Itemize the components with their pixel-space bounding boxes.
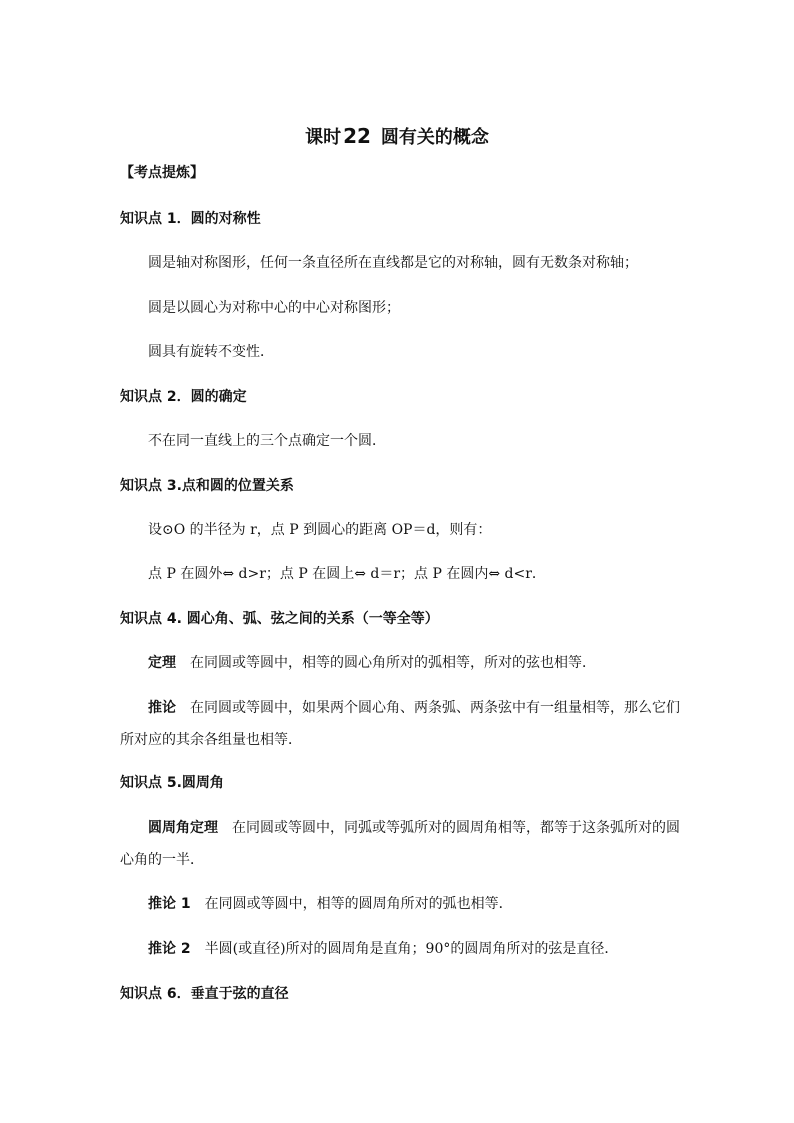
k1-line-2: 圆是以圆心为对称中心的中心对称图形； <box>148 300 400 316</box>
k5-theorem-cont: 心角的一半． <box>120 852 204 868</box>
k4-theorem-label: 定理 <box>148 655 176 671</box>
title-prefix: 课时 <box>305 127 342 148</box>
k4-corollary-label: 推论 <box>148 700 176 716</box>
k5-c1-label: 推论 1 <box>148 896 191 912</box>
title-number: 22 <box>343 124 371 148</box>
k1-line-1: 圆是轴对称图形，任何一条直径所在直线都是它的对称轴，圆有无数条对称轴； <box>148 255 638 271</box>
k5-c1-text: 在同圆或等圆中，相等的圆周角所对的弧也相等． <box>204 896 513 912</box>
k5-c2-label: 推论 2 <box>148 941 191 957</box>
k1-heading: 知识点 1．圆的对称性 <box>120 211 261 227</box>
k3-line-1: 设⊙O 的半径为 r，点 P 到圆心的距离 OP＝d，则有： <box>148 522 492 538</box>
k4-theorem-text: 在同圆或等圆中，相等的圆心角所对的弧相等，所对的弦也相等． <box>190 655 596 671</box>
k5-theorem <box>148 818 680 838</box>
k5-theorem-label: 圆周角定理 <box>148 820 218 836</box>
k2-line-1: 不在同一直线上的三个点确定一个圆． <box>148 433 386 449</box>
k2-heading: 知识点 2．圆的确定 <box>120 389 247 405</box>
k4-corollary-text: 在同圆或等圆中，如果两个圆心角、两条弧、两条弦中有一组量相等，那么它们 <box>190 700 680 716</box>
title-text: 圆有关的概念 <box>380 127 489 148</box>
k5-corollary-1 <box>148 894 513 914</box>
k4-theorem <box>148 653 596 673</box>
section-label: 【考点提炼】 <box>120 165 204 181</box>
k5-heading: 知识点 5.圆周角 <box>120 775 224 791</box>
k5-corollary-2 <box>148 939 618 959</box>
k5-c2-text: 半圆(或直径)所对的圆周角是直角；90°的圆周角所对的弦是直径． <box>204 941 619 957</box>
k4-corollary-cont: 所对应的其余各组量也相等． <box>120 732 302 748</box>
k4-heading: 知识点 4. 圆心角、弧、弦之间的关系（一等全等） <box>120 611 439 627</box>
k6-heading: 知识点 6．垂直于弦的直径 <box>120 986 289 1002</box>
k1-line-3: 圆具有旋转不变性． <box>148 344 274 360</box>
k4-corollary <box>148 698 680 718</box>
k3-heading: 知识点 3.点和圆的位置关系 <box>120 478 294 494</box>
k3-line-2: 点 P 在圆外⇔ d>r；点 P 在圆上⇔ d＝r；点 P 在圆内⇔ d<r． <box>148 566 546 582</box>
page-title <box>0 123 794 151</box>
k5-theorem-text: 在同圆或等圆中，同弧或等弧所对的圆周角相等，都等于这条弧所对的圆 <box>232 820 680 836</box>
